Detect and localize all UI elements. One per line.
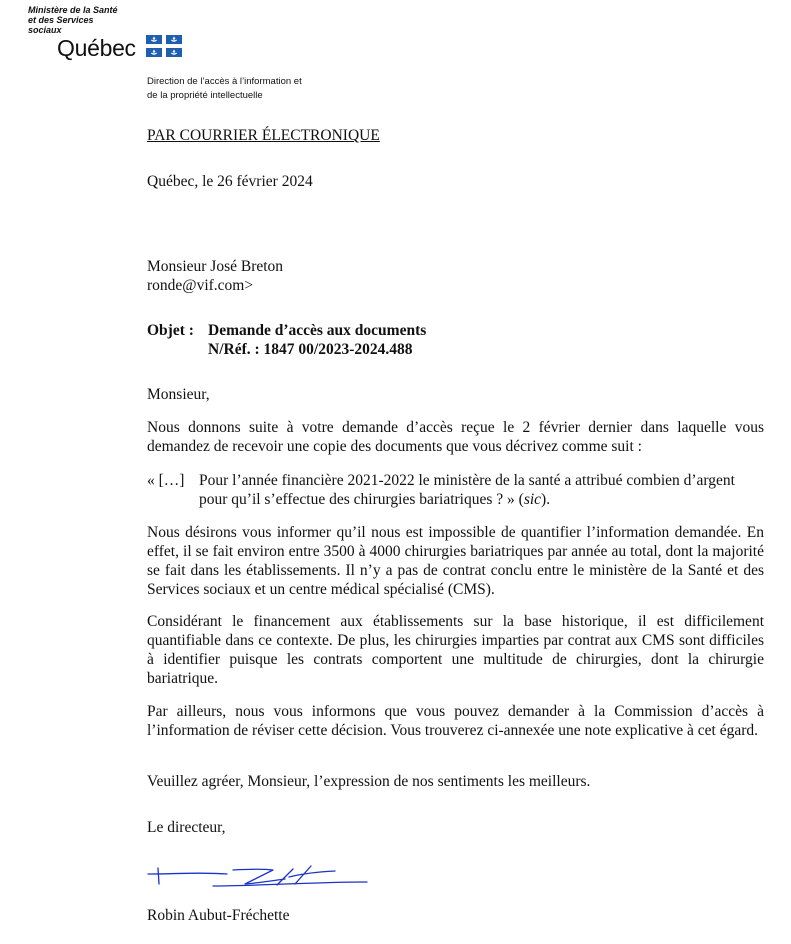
paragraph-review: Par ailleurs, nous vous informons que vous pouvez demander à la Commission d’accès à l’information de réviser cette décision. Vous trouverez ci-annexée une note explicative à cet égard. [147, 703, 764, 739]
quote-body [199, 471, 764, 509]
letter-date: Québec, le 26 février 2024 [147, 173, 313, 190]
quoted-request [147, 471, 764, 511]
signer-name: Robin Aubut-Fréchette [147, 907, 290, 924]
signature-image [145, 860, 370, 896]
paragraph-request: Nous donnons suite à votre demande d’accès reçue le 2 février dernier dans laquelle vous demandez de recevoir une copie des documents que vous décrivez comme suit : [147, 419, 764, 455]
recipient-name: Monsieur José Breton [147, 258, 284, 275]
paragraph-information: Nous désirons vous informer qu’il nous est impossible de quantifier l’information demandée. En effet, il se fait environ entre 3500 à 4000 chirurgies bariatriques par année au total, dont la majorité se fait dans les établissements. Il n’y a pas de contrat conclu entre le ministère de la Santé et des Services sociaux et un centre médical spécialisé (CMS). [147, 524, 764, 598]
quote-text: Pour l’année financière 2021-2022 le ministère de la santé a attribué combien d’argent pour qu’il s’effectue des chirurgies bariatriques ? » ( [199, 472, 735, 508]
ministry-line-2: et des Services [28, 15, 94, 25]
quebec-wordmark: Québec [57, 35, 136, 61]
quote-sic: sic [523, 491, 542, 508]
direction-line-1: Direction de l’accès à l’information et [147, 76, 302, 87]
quote-open: « […] [147, 472, 185, 489]
signer-title: Le directeur, [147, 819, 226, 836]
closing-formula: Veuillez agréer, Monsieur, l’expression de nos sentiments les meilleurs. [147, 773, 591, 790]
ministry-line-3: sociaux [28, 25, 62, 35]
direction-line-2: de la propriété intellectuelle [147, 90, 263, 101]
direction-name [147, 75, 302, 103]
quebec-flag-icon [146, 35, 182, 57]
subject-label: Objet : [147, 322, 194, 339]
recipient-email: ronde@vif.com> [147, 277, 254, 294]
delivery-method: PAR COURRIER ÉLECTRONIQUE [147, 127, 380, 144]
subject-text: Demande d’accès aux documents [208, 322, 427, 339]
ministry-name [28, 5, 118, 35]
quote-close: ). [541, 491, 551, 508]
reference-number: N/Réf. : 1847 00/2023-2024.488 [208, 341, 413, 358]
paragraph-funding: Considérant le financement aux établissements sur la base historique, il est difficilement quantifiable dans ce contexte. De plus, les chirurgies imparties par contrat aux CMS sont difficiles à identifier puisque les contrats comportent une multitude de chirurgies, dont la chirurgie bariatrique. [147, 613, 764, 687]
ministry-line-1: Ministère de la Santé [28, 5, 118, 15]
salutation: Monsieur, [147, 386, 210, 403]
